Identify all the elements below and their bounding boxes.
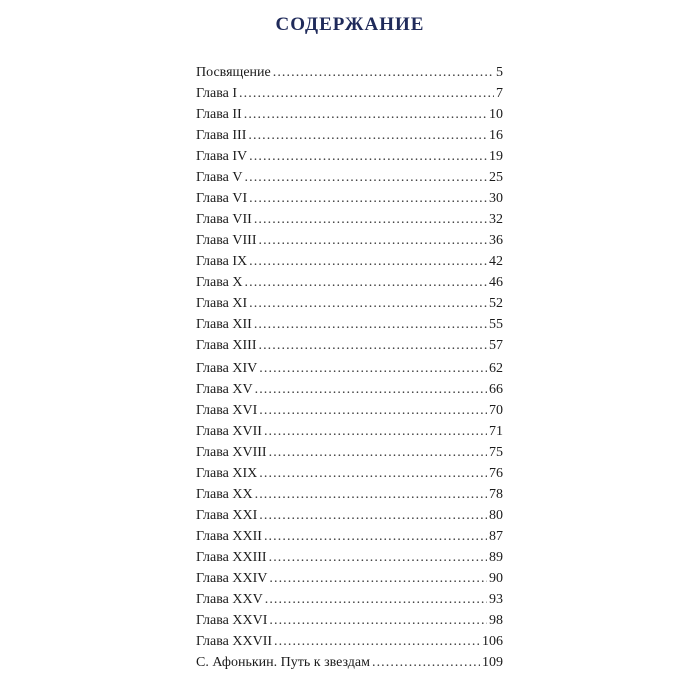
toc-entry: [196, 505, 503, 526]
dot-leader: [258, 335, 487, 356]
dot-leader: [245, 272, 488, 293]
toc-entry-label: С. Афонькин. Путь к звездам: [196, 655, 370, 670]
dot-leader: [269, 442, 487, 463]
toc-entry-label: Глава XI: [196, 296, 248, 311]
toc-entry-page-number: 30: [489, 191, 503, 206]
toc-entry-label: Глава XVI: [196, 403, 258, 418]
toc-entry: [196, 610, 503, 631]
toc-entry-label: Глава III: [196, 128, 247, 143]
dot-leader: [249, 293, 487, 314]
dot-leader: [264, 421, 487, 442]
toc-entry-label: Глава XXI: [196, 508, 258, 523]
toc-entry-label: Глава II: [196, 107, 242, 122]
toc-entry: [196, 293, 503, 314]
toc-entry-page-number: 55: [489, 317, 503, 332]
toc-entry-page-number: 90: [489, 571, 503, 586]
toc-entry: [196, 589, 503, 610]
toc-entry-label: Глава XXIII: [196, 550, 267, 565]
toc-entry-page-number: 46: [489, 275, 503, 290]
toc-entry: [196, 62, 503, 83]
toc-entry-page-number: 75: [489, 445, 503, 460]
toc-entry-label: Глава XIX: [196, 466, 258, 481]
toc-entry-label: Глава VII: [196, 212, 252, 227]
toc-entry-label: Глава X: [196, 275, 243, 290]
toc-entry-page-number: 7: [496, 86, 503, 101]
toc-entry-page-number: 10: [489, 107, 503, 122]
dot-leader: [258, 230, 487, 251]
dot-leader: [269, 547, 487, 568]
toc-entry-page-number: 80: [489, 508, 503, 523]
toc-entry-label: Глава VIII: [196, 233, 257, 248]
toc-entry: [196, 631, 503, 652]
toc-entry-page-number: 78: [489, 487, 503, 502]
toc-entry-page-number: 89: [489, 550, 503, 565]
dot-leader: [274, 631, 480, 652]
toc-entry-label: Глава XXVII: [196, 634, 273, 649]
toc-entry-label: Глава XX: [196, 487, 253, 502]
toc-entry: [196, 209, 503, 230]
toc-entry: [196, 526, 503, 547]
toc-entry-page-number: 36: [489, 233, 503, 248]
toc-entry-label: Глава I: [196, 86, 238, 101]
toc-entry: [196, 272, 503, 293]
toc-entry-page-number: 32: [489, 212, 503, 227]
toc-entry-label: Глава XXV: [196, 592, 263, 607]
dot-leader: [255, 379, 487, 400]
toc-entry-label: Глава XIV: [196, 361, 258, 376]
toc-entry-label: Глава XVIII: [196, 445, 267, 460]
dot-leader: [254, 314, 487, 335]
toc-entry: [196, 83, 503, 104]
toc-entry: [196, 400, 503, 421]
toc-entry: [196, 484, 503, 505]
dot-leader: [269, 568, 487, 589]
toc-entry-page-number: 62: [489, 361, 503, 376]
toc-entry: [196, 547, 503, 568]
toc-entry-label: Глава XXVI: [196, 613, 268, 628]
toc-entry: [196, 421, 503, 442]
toc-entry: [196, 442, 503, 463]
toc-entry-label: Глава XIII: [196, 338, 257, 353]
dot-leader: [259, 505, 487, 526]
dot-leader: [255, 484, 487, 505]
table-of-contents: [196, 62, 503, 673]
toc-entry: [196, 358, 503, 379]
dot-leader: [273, 62, 494, 83]
toc-entry-page-number: 5: [496, 65, 503, 80]
dot-leader: [249, 188, 487, 209]
toc-entry: [196, 463, 503, 484]
toc-entry-label: Глава XII: [196, 317, 252, 332]
toc-entry-page-number: 52: [489, 296, 503, 311]
toc-entry-label: Глава XXIV: [196, 571, 268, 586]
toc-entry: [196, 146, 503, 167]
toc-entry: [196, 104, 503, 125]
dot-leader: [244, 104, 487, 125]
toc-entry: [196, 167, 503, 188]
dot-leader: [259, 358, 487, 379]
toc-entry-page-number: 87: [489, 529, 503, 544]
toc-entry-page-number: 16: [489, 128, 503, 143]
toc-entry-label: Глава IX: [196, 254, 248, 269]
toc-entry-page-number: 106: [482, 634, 503, 649]
toc-entry: [196, 251, 503, 272]
dot-leader: [265, 589, 487, 610]
dot-leader: [249, 146, 487, 167]
toc-entry: [196, 314, 503, 335]
toc-entry-label: Глава XV: [196, 382, 253, 397]
dot-leader: [249, 251, 487, 272]
dot-leader: [239, 83, 494, 104]
toc-entry: [196, 188, 503, 209]
toc-entry-page-number: 57: [489, 338, 503, 353]
toc-entry: [196, 568, 503, 589]
toc-entry-page-number: 42: [489, 254, 503, 269]
toc-entry-page-number: 93: [489, 592, 503, 607]
toc-entry: [196, 230, 503, 251]
toc-entry: [196, 125, 503, 146]
toc-entry-page-number: 76: [489, 466, 503, 481]
toc-entry-page-number: 71: [489, 424, 503, 439]
toc-entry-page-number: 66: [489, 382, 503, 397]
toc-entry-page-number: 70: [489, 403, 503, 418]
toc-entry-label: Глава XVII: [196, 424, 262, 439]
toc-entry-page-number: 109: [482, 655, 503, 670]
toc-entry-label: Глава VI: [196, 191, 248, 206]
toc-entry-page-number: 25: [489, 170, 503, 185]
page-title: СОДЕРЖАНИЕ: [275, 14, 425, 35]
toc-entry-page-number: 98: [489, 613, 503, 628]
toc-entry-label: Глава V: [196, 170, 243, 185]
dot-leader: [372, 652, 480, 673]
dot-leader: [245, 167, 488, 188]
toc-entry-page-number: 19: [489, 149, 503, 164]
dot-leader: [254, 209, 487, 230]
toc-entry-label: Глава IV: [196, 149, 248, 164]
toc-entry: [196, 335, 503, 356]
toc-entry: [196, 652, 503, 673]
dot-leader: [269, 610, 487, 631]
toc-entry-label: Посвящение: [196, 65, 271, 80]
toc-entry: [196, 379, 503, 400]
dot-leader: [259, 463, 487, 484]
dot-leader: [259, 400, 487, 421]
toc-entry-label: Глава XXII: [196, 529, 262, 544]
dot-leader: [248, 125, 487, 146]
dot-leader: [264, 526, 487, 547]
